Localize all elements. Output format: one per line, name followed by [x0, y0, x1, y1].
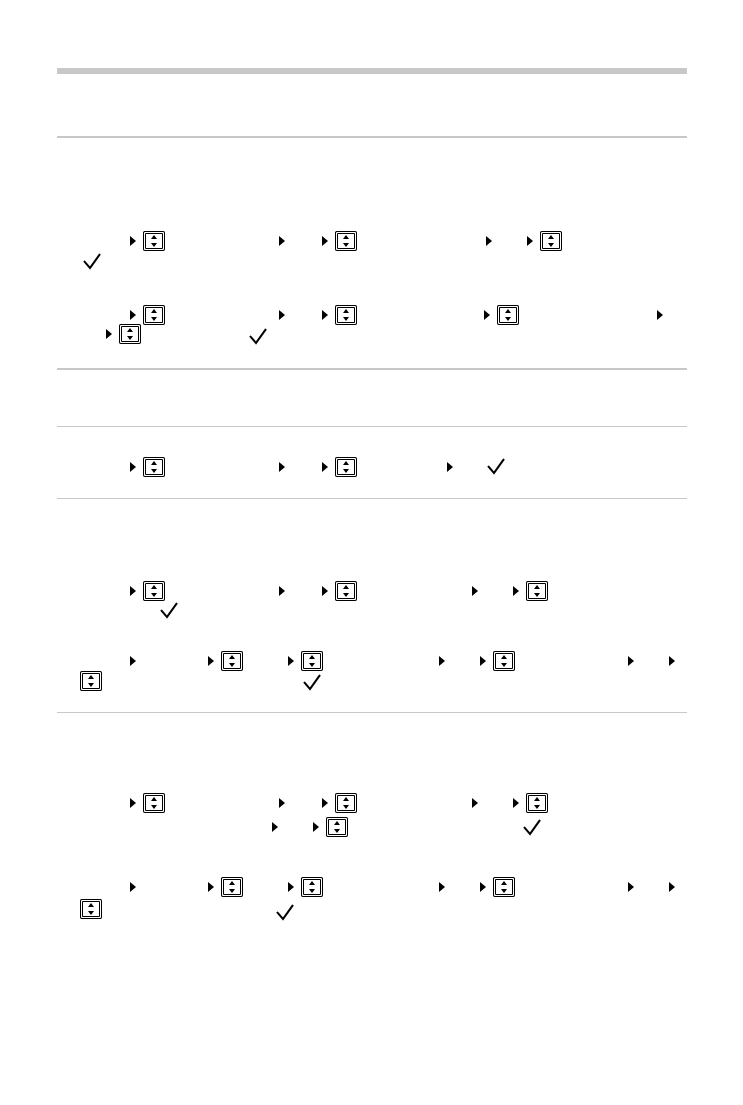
play-arrow-icon — [279, 462, 285, 472]
play-arrow-icon — [288, 882, 294, 892]
play-arrow-icon — [279, 310, 285, 320]
play-arrow-icon — [513, 798, 519, 808]
checkmark-icon — [159, 601, 179, 619]
navigation-key-icon — [143, 457, 165, 477]
play-arrow-icon — [130, 882, 136, 892]
navigation-key-icon — [335, 231, 357, 251]
play-arrow-icon — [472, 586, 478, 596]
play-arrow-icon — [313, 822, 319, 832]
play-arrow-icon — [279, 798, 285, 808]
navigation-key-icon — [493, 877, 515, 897]
navigation-key-icon — [493, 651, 515, 671]
play-arrow-icon — [208, 882, 214, 892]
play-arrow-icon — [130, 236, 136, 246]
navigation-key-icon — [497, 305, 519, 325]
play-arrow-icon — [322, 462, 328, 472]
navigation-key-icon — [526, 581, 548, 601]
play-arrow-icon — [486, 236, 492, 246]
play-arrow-icon — [628, 882, 634, 892]
play-arrow-icon — [484, 310, 490, 320]
section-divider-1 — [57, 136, 687, 138]
navigation-key-icon — [80, 899, 102, 919]
play-arrow-icon — [279, 236, 285, 246]
play-arrow-icon — [272, 822, 278, 832]
navigation-key-icon — [221, 651, 243, 671]
play-arrow-icon — [480, 656, 486, 666]
play-arrow-icon — [106, 329, 112, 339]
navigation-key-icon — [540, 231, 562, 251]
play-arrow-icon — [527, 236, 533, 246]
play-arrow-icon — [439, 656, 445, 666]
navigation-key-icon — [80, 671, 102, 691]
play-arrow-icon — [628, 656, 634, 666]
play-arrow-icon — [322, 586, 328, 596]
play-arrow-icon — [130, 310, 136, 320]
section-divider-5 — [57, 712, 687, 713]
play-arrow-icon — [322, 236, 328, 246]
navigation-key-icon — [335, 457, 357, 477]
checkmark-icon — [486, 457, 506, 475]
play-arrow-icon — [130, 586, 136, 596]
play-arrow-icon — [288, 656, 294, 666]
navigation-key-icon — [143, 793, 165, 813]
play-arrow-icon — [130, 462, 136, 472]
play-arrow-icon — [279, 586, 285, 596]
header-bar — [57, 68, 687, 74]
checkmark-icon — [82, 252, 102, 270]
play-arrow-icon — [130, 798, 136, 808]
play-arrow-icon — [322, 798, 328, 808]
section-divider-3 — [57, 426, 687, 427]
section-divider-2 — [57, 368, 687, 370]
navigation-key-icon — [335, 305, 357, 325]
play-arrow-icon — [322, 310, 328, 320]
play-arrow-icon — [513, 586, 519, 596]
play-arrow-icon — [657, 310, 663, 320]
play-arrow-icon — [130, 656, 136, 666]
checkmark-icon — [302, 673, 322, 691]
play-arrow-icon — [480, 882, 486, 892]
play-arrow-icon — [472, 798, 478, 808]
navigation-key-icon — [143, 231, 165, 251]
navigation-key-icon — [335, 793, 357, 813]
navigation-key-icon — [143, 581, 165, 601]
navigation-key-icon — [335, 581, 357, 601]
navigation-key-icon — [119, 324, 141, 344]
checkmark-icon — [522, 818, 542, 836]
navigation-key-icon — [526, 793, 548, 813]
section-divider-4 — [57, 498, 687, 499]
navigation-key-icon — [301, 651, 323, 671]
navigation-key-icon — [221, 877, 243, 897]
navigation-key-icon — [301, 877, 323, 897]
navigation-key-icon — [326, 817, 348, 837]
play-arrow-icon — [669, 882, 675, 892]
play-arrow-icon — [447, 462, 453, 472]
play-arrow-icon — [439, 882, 445, 892]
checkmark-icon — [248, 327, 268, 345]
play-arrow-icon — [669, 656, 675, 666]
play-arrow-icon — [208, 656, 214, 666]
checkmark-icon — [275, 903, 295, 921]
navigation-key-icon — [143, 305, 165, 325]
